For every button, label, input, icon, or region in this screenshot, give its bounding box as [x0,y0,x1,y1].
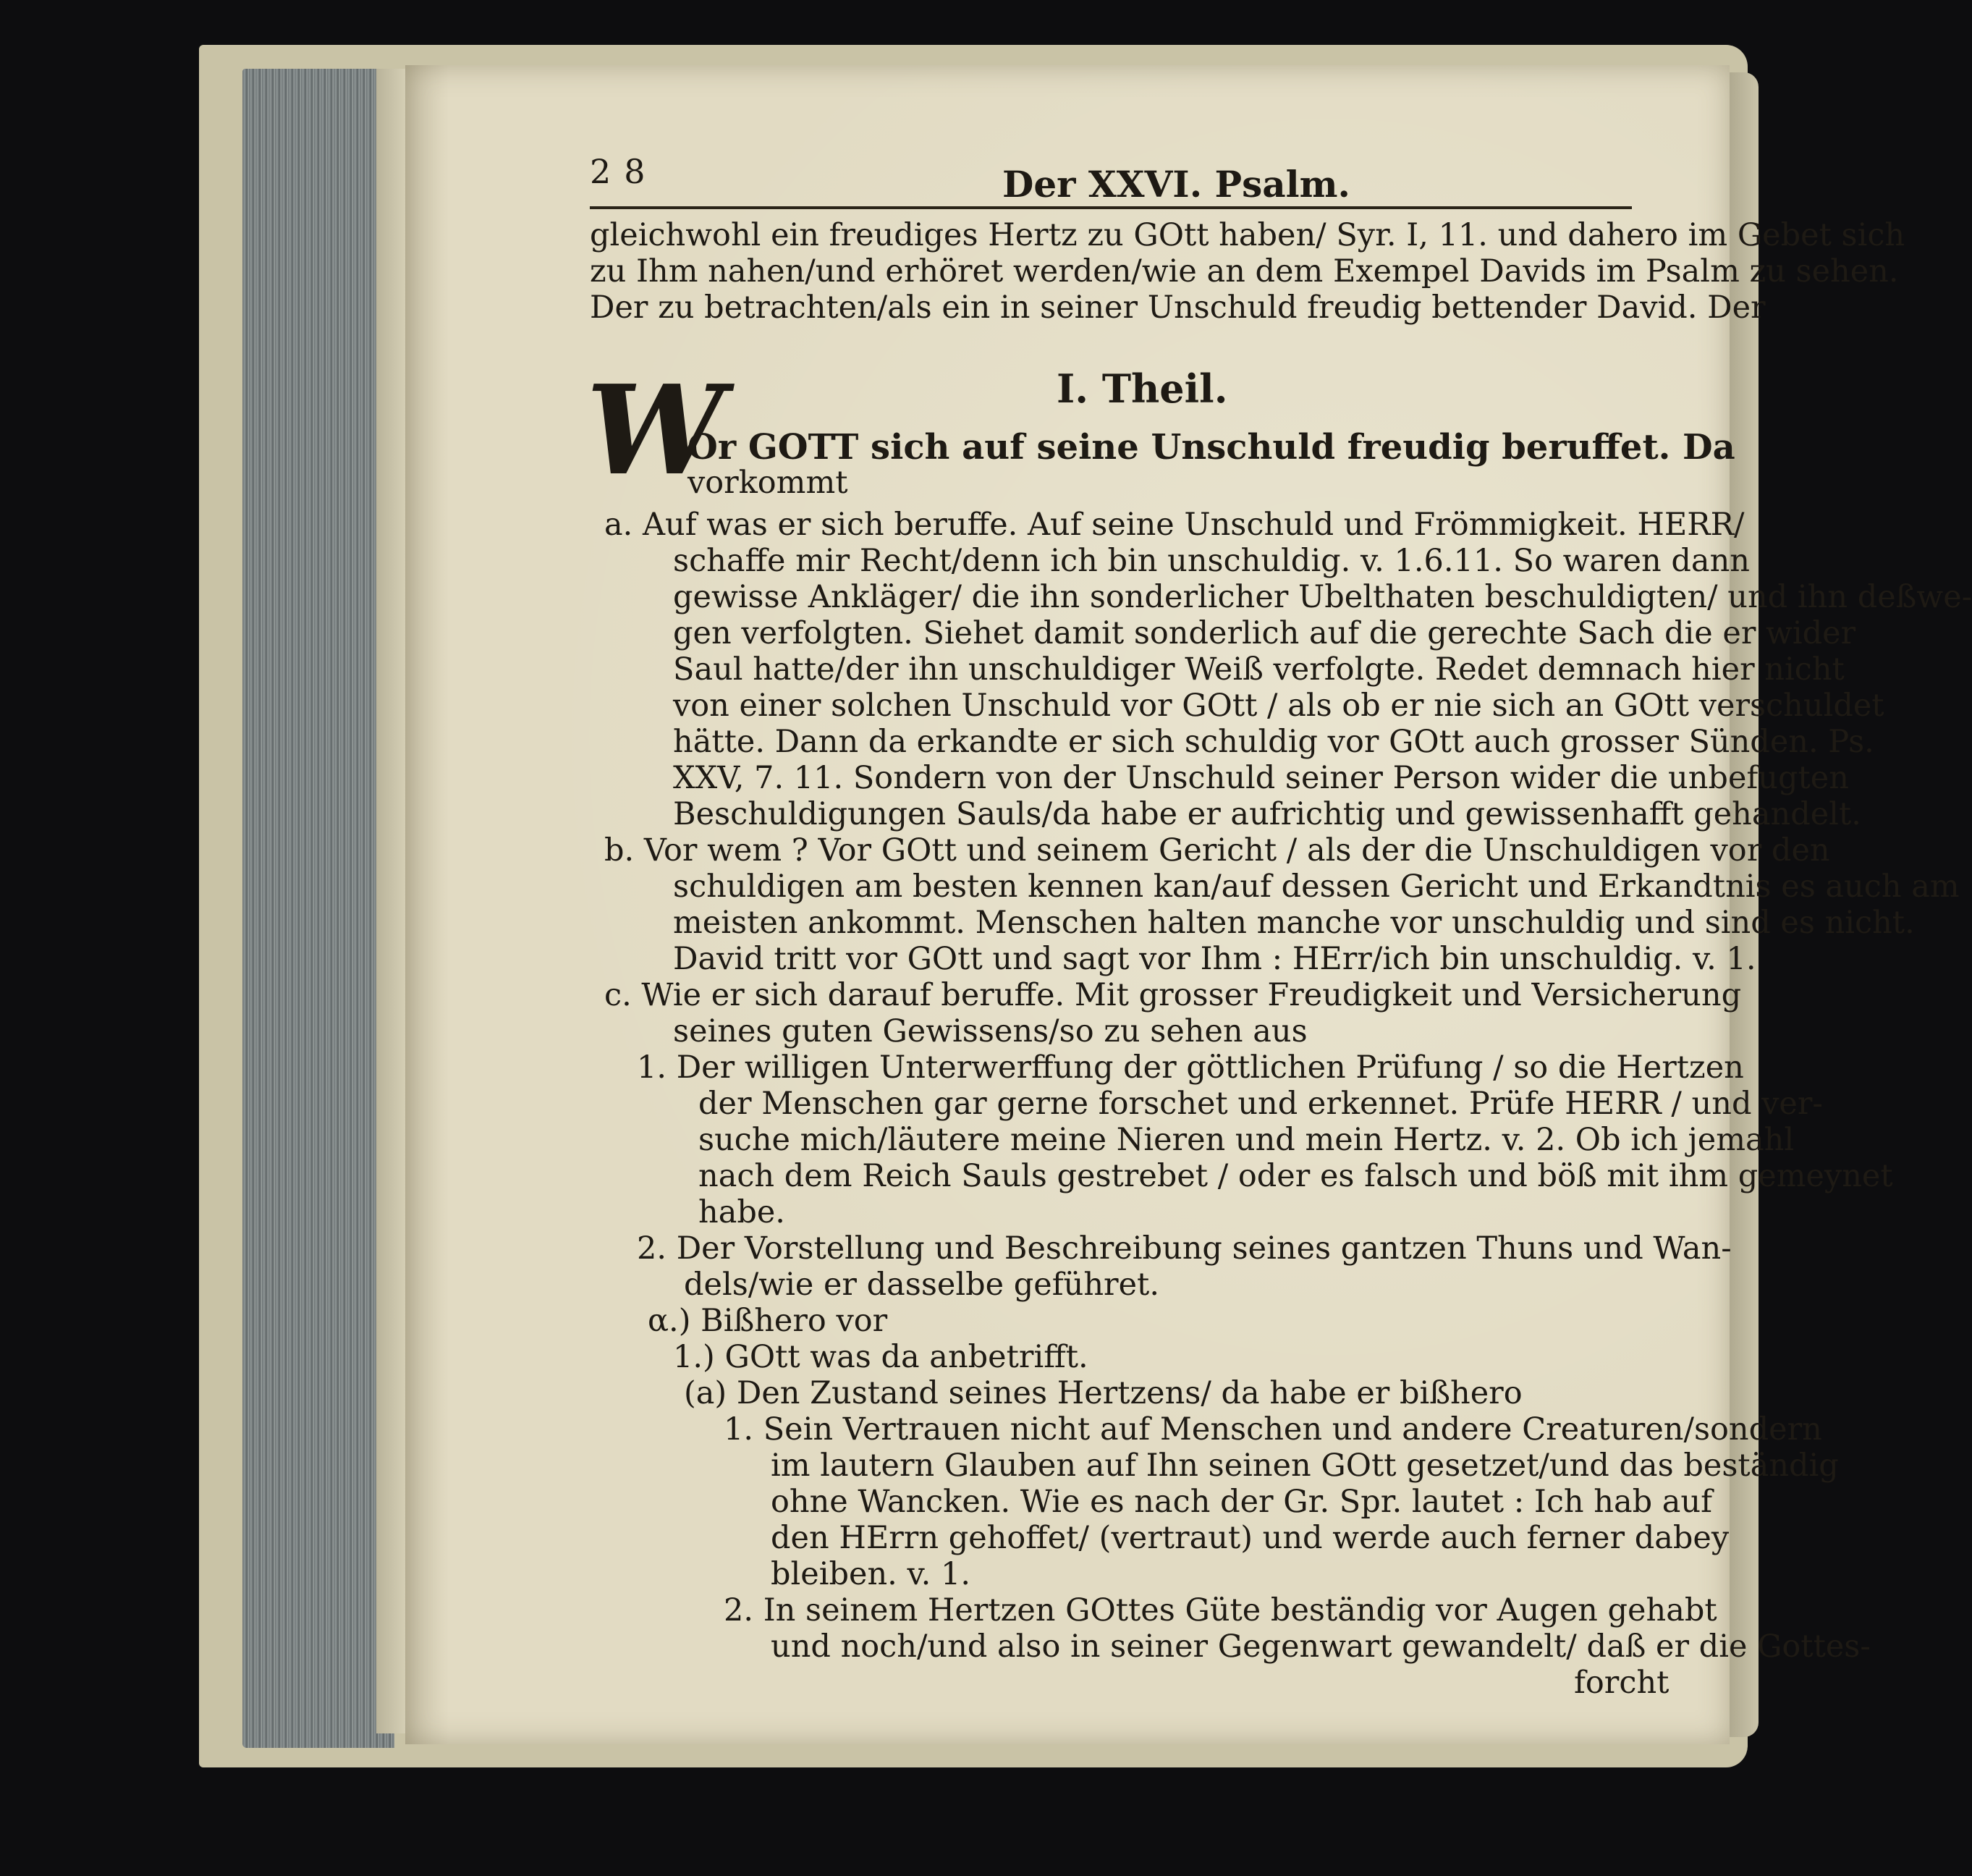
body-line: 1. Der willigen Unterwerffung der göttlichen Prüfung / so die Hertzen [637,1049,1744,1086]
running-head: Der XXVI. Psalm. [1002,163,1350,206]
body-line: seines guten Gewissens/so zu sehen aus [673,1013,1308,1049]
body-line: hätte. Dann da erkandte er sich schuldig vor GOtt auch grosser Sünden. Ps. [673,724,1874,760]
body-line: gen verfolgten. Siehet damit sonderlich auf die gerechte Sach die er wider [673,615,1856,651]
body-line: 2. Der Vorstellung und Beschreibung seines gantzen Thuns und Wan- [637,1230,1732,1267]
page-edges [242,69,394,1748]
body-line: c. Wie er sich darauf beruffe. Mit grosser Freudigkeit und Versicherung [604,977,1742,1013]
body-line: Saul hatte/der ihn unschuldiger Weiß verfolgte. Redet demnach hier nicht [673,651,1845,688]
body-line: XXV, 7. 11. Sondern von der Unschuld seiner Person wider die unbefugten [673,760,1849,796]
body-line: 2. In seinem Hertzen GOttes Güte beständig vor Augen gehabt [724,1592,1717,1628]
body-line: von einer solchen Unschuld vor GOtt / als ob er nie sich an GOtt verschuldet [673,688,1884,724]
header-rule [590,206,1632,209]
section-title: I. Theil. [1057,366,1228,412]
body-line: b. Vor wem ? Vor GOtt und seinem Gericht / als der die Unschuldigen vor den [604,832,1830,869]
body-line: der Menschen gar gerne forschet und erkennet. Prüfe HERR / und ver- [698,1086,1823,1122]
body-line: meisten ankommt. Menschen halten manche vor unschuldig und sind es nicht. [673,905,1915,941]
body-line: 1. Sein Vertrauen nicht auf Menschen und andere Creaturen/sondern [724,1411,1822,1448]
intro-line: Der zu betrachten/als ein in seiner Unschuld freudig bettender David. Der [590,290,1766,326]
body-line: schuldigen am besten kennen kan/auf dessen Gericht und Erkandtnis es auch am [673,869,1960,905]
body-line: suche mich/läutere meine Nieren und mein Hertz. v. 2. Ob ich jemahl [698,1122,1795,1158]
intro-line: zu Ihm nahen/und erhöret werden/wie an dem Exempel Davids im Psalm zu sehen. [590,253,1899,290]
lead-line-continued: vorkommt [687,465,848,501]
body-line: und noch/und also in seiner Gegenwart gewandelt/ daß er die Gottes- [771,1628,1871,1665]
body-line: dels/wie er dasselbe geführet. [684,1267,1159,1303]
drop-initial: W [586,358,724,503]
body-line: habe. [698,1194,785,1230]
body-line: im lautern Glauben auf Ihn seinen GOtt gesetzet/und das beständig [771,1448,1839,1484]
body-line: den HErrn gehoffet/ (vertraut) und werde auch ferner dabey [771,1520,1730,1556]
body-line: David tritt vor GOtt und sagt vor Ihm : HErr/ich bin unschuldig. v. 1. [673,941,1756,977]
body-line: gewisse Ankläger/ die ihn sonderlicher Ubelthaten beschuldigten/ und ihn deßwe- [673,579,1972,615]
body-line: Beschuldigungen Sauls/da habe er aufrichtig und gewissenhafft gehandelt. [673,796,1861,832]
intro-line: gleichwohl ein freudiges Hertz zu GOtt haben/ Syr. I, 11. und dahero im Gebet sich [590,217,1905,253]
page-number: 28 [590,152,659,191]
body-line: nach dem Reich Sauls gestrebet / oder es falsch und böß mit ihm gemeynet [698,1158,1893,1194]
body-line: 1.) GOtt was da anbetrifft. [673,1339,1088,1375]
page-gutter [376,69,409,1733]
body-line: (a) Den Zustand seines Hertzens/ da habe er bißhero [684,1375,1523,1411]
body-line: schaffe mir Recht/denn ich bin unschuldig. v. 1.6.11. So waren dann [673,543,1750,579]
body-line: a. Auf was er sich beruffe. Auf seine Unschuld und Frömmigkeit. HERR/ [604,507,1745,543]
body-line: α.) Bißhero vor [648,1303,888,1339]
lead-line: Or GOTT sich auf seine Unschuld freudig beruffet. Da [687,427,1735,468]
body-line: bleiben. v. 1. [771,1556,971,1592]
body-line: ohne Wancken. Wie es nach der Gr. Spr. lautet : Ich hab auf [771,1484,1713,1520]
body-line: forcht [1574,1665,1670,1701]
